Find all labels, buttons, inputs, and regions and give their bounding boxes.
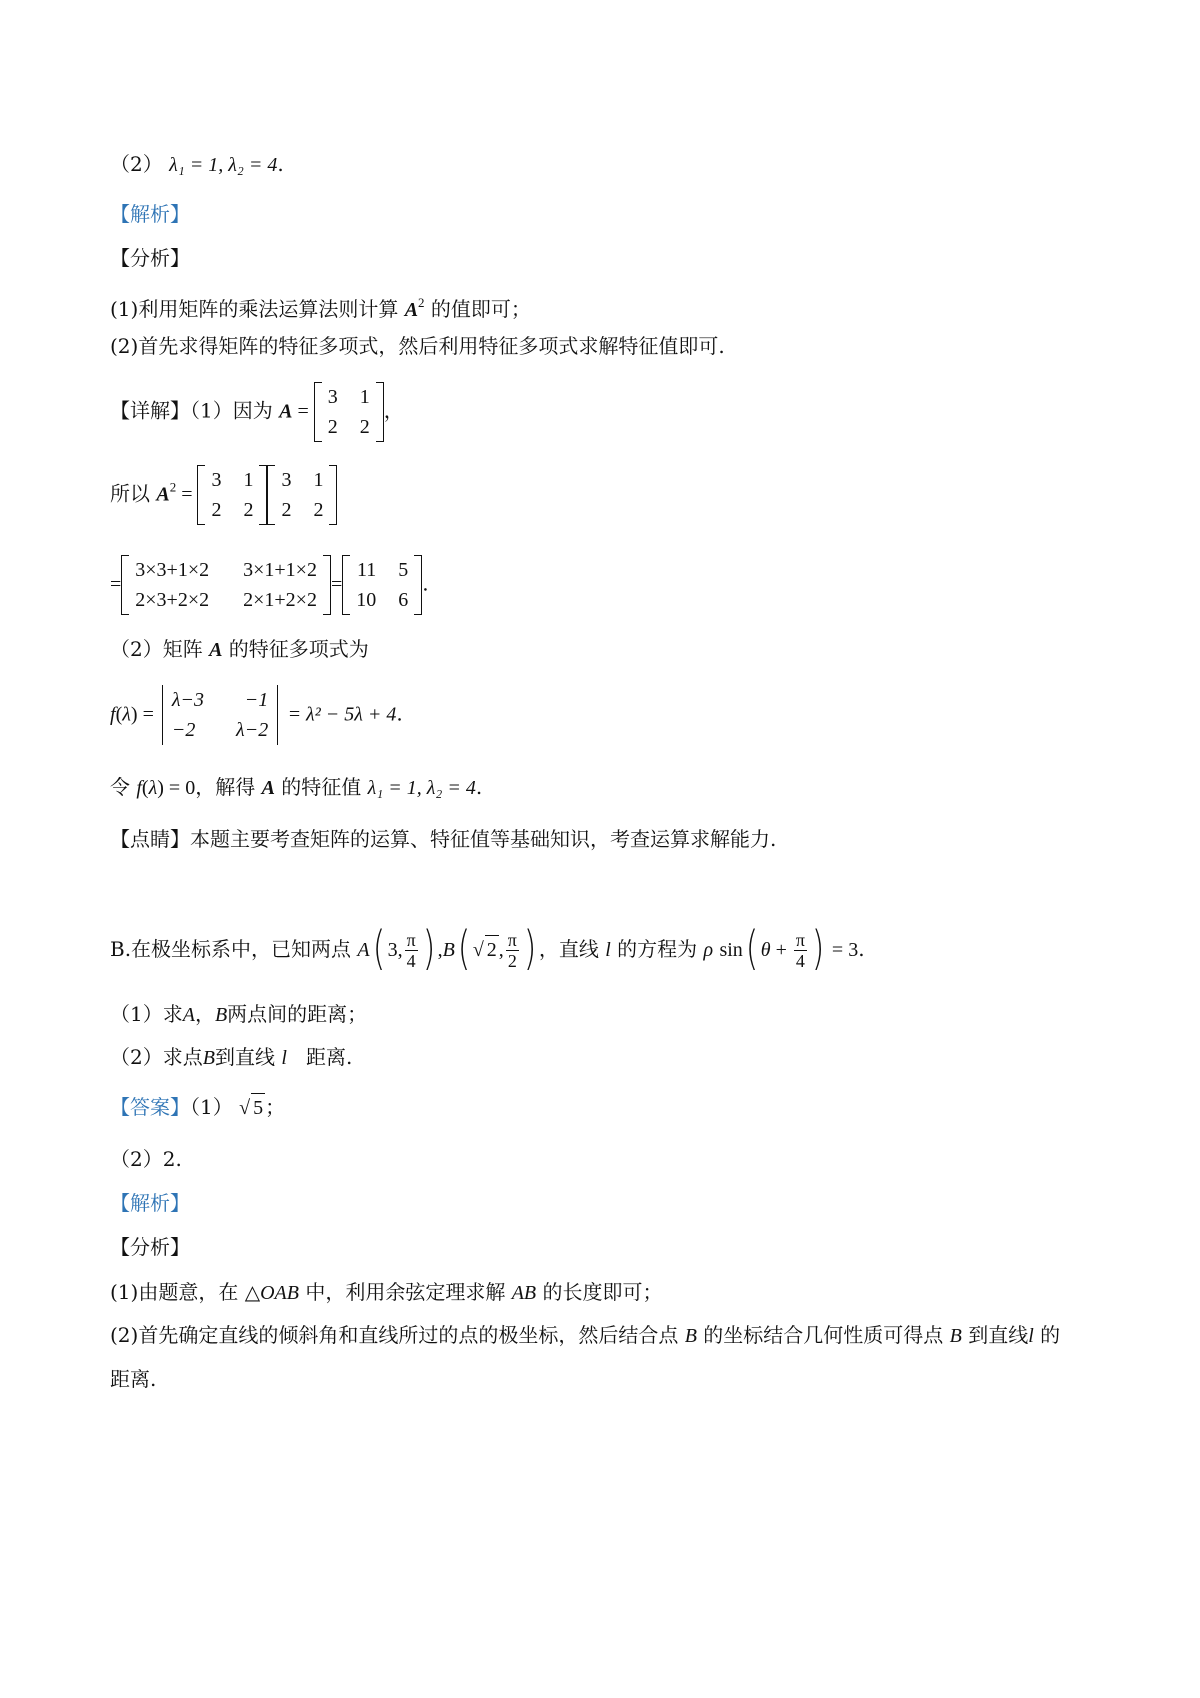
line-var: l — [605, 939, 611, 961]
text: （1） — [190, 1095, 233, 1119]
matrix-var: A — [156, 483, 170, 506]
text: 所以 — [110, 481, 150, 506]
text: （2）矩阵 — [110, 637, 203, 661]
text: 的坐标结合几何性质可得点 — [703, 1323, 944, 1347]
A-r: 3 — [387, 939, 398, 961]
analysis-2-p1 — [110, 1278, 662, 1307]
dianjing-1 — [110, 825, 776, 853]
matrix-A — [314, 382, 384, 442]
den: 2 — [507, 951, 517, 971]
text: （2）求点 — [110, 1045, 203, 1069]
matrix-A-right — [267, 465, 337, 525]
detail-product-line: = 3×3+1×2 3×1+1×2 2×3+2×2 2×1+2×2 = 11 5 10 6 . — [110, 555, 429, 615]
text: （1）求 — [110, 1002, 183, 1026]
char-poly-rhs: = λ² − 5λ + 4 — [287, 703, 397, 726]
cell: 2 — [359, 416, 370, 438]
dianjing-tag: 【点睛】 — [110, 827, 190, 851]
cell: 10 — [356, 589, 377, 611]
cell: 11 — [356, 559, 377, 581]
answer-tag: 【答案】 — [110, 1095, 190, 1119]
detail-tag: 【详解】 — [110, 398, 190, 423]
eq-rhs: 3 — [848, 939, 859, 961]
jiexi-heading-2: 【解析】 — [110, 1191, 190, 1215]
cell: 3 — [211, 469, 222, 491]
point: B — [949, 1325, 962, 1347]
cell: −2 — [171, 719, 196, 741]
exponent: 2 — [169, 479, 177, 495]
cell: 5 — [398, 559, 409, 581]
text: 的值即可； — [430, 297, 531, 321]
text: 距离. — [305, 1045, 353, 1069]
cell: λ−2 — [236, 719, 269, 741]
matrix-A-left — [197, 465, 267, 525]
cell: 2 — [313, 499, 324, 521]
B-theta — [506, 930, 519, 971]
answer-label: （2） — [110, 152, 163, 176]
analysis-1-p1 — [110, 289, 531, 324]
problem-B-q1: （1）求A，B两点间的距离； — [110, 1002, 368, 1026]
text: 中，利用余弦定理求解 — [305, 1280, 506, 1304]
cell: 2 — [243, 499, 254, 521]
problem-B-statement: B.在极坐标系中，已知两点 A( 3, $\frac{\pi}{4}$ ) ,B( √ 2 , $\frac{\pi}{2}$ ) ，直线 l 的方程为 ρ sin( θ + $\frac{\pi}{4}$ ) = 3. — [110, 920, 865, 975]
num: π — [507, 930, 517, 950]
matrix-var: A — [279, 400, 293, 423]
prev-answer-2: （2） λ₁ = 1, λ₂ = 4. — [110, 152, 284, 176]
cell: 1 — [313, 469, 324, 491]
A-theta — [405, 930, 418, 971]
cell: 2×1+2×2 — [243, 589, 317, 611]
matrix-var: A — [209, 639, 223, 661]
cell: −1 — [244, 689, 269, 711]
detail-part2-intro — [110, 635, 369, 664]
text: 的长度即可； — [542, 1280, 663, 1304]
analysis-2-p2 — [110, 1321, 1060, 1350]
eigenvalues: λ₁ = 1, λ₂ = 4 — [367, 777, 476, 799]
text: 到直线 — [968, 1323, 1029, 1347]
fenxi-heading-1: 【分析】 — [110, 246, 190, 270]
cell: 6 — [398, 589, 409, 611]
text: (2)首先确定直线的倾斜角和直线所过的点的极坐标，然后结合点 — [110, 1323, 679, 1347]
detail-1-line: 【详解】（1）因为 A = 3 1 2 2 ， — [110, 382, 404, 442]
char-determinant — [159, 685, 281, 745]
triangle: △OAB — [244, 1282, 299, 1304]
cell: 2×3+2×2 — [135, 589, 210, 611]
text: ，直线 — [538, 937, 599, 961]
cell: 3 — [281, 469, 292, 491]
cell: 3×3+1×2 — [135, 559, 210, 581]
point: B — [684, 1325, 697, 1347]
analysis-1-p2: (2)首先求得矩阵的特征多项式，然后利用特征多项式求解特征值即可. — [110, 334, 725, 358]
line-var: l — [1028, 1325, 1034, 1347]
num: π — [406, 930, 416, 950]
matrix-expanded — [121, 555, 331, 615]
fenxi-heading-2: 【分析】 — [110, 1235, 190, 1259]
text: 到直线 — [214, 1045, 275, 1069]
cell: λ−3 — [171, 689, 205, 711]
text: 的 — [1040, 1323, 1061, 1347]
text: 令 — [110, 775, 130, 799]
cell: 1 — [359, 386, 370, 408]
den: 4 — [795, 951, 805, 971]
matrix-var: A — [404, 299, 419, 321]
answer-B-1: 【答案】（1） √ 5 ； — [110, 1093, 285, 1122]
text: 的特征多项式为 — [228, 637, 369, 661]
num: π — [795, 930, 805, 950]
text: 的方程为 — [617, 937, 698, 961]
sqrt-value: 5 — [251, 1093, 265, 1122]
text: 本题主要考查矩阵的运算、特征值等基础知识，考查运算求解能力. — [190, 827, 777, 851]
segment: AB — [511, 1282, 537, 1304]
answer-B-2: （2）2. — [110, 1147, 182, 1171]
analysis-2-p2-cont: 距离. — [110, 1367, 157, 1391]
jiexi-heading-1: 【解析】 — [110, 202, 190, 226]
line-var: l — [281, 1047, 287, 1069]
detail-square-line: 所以 $A^2$ = 3 1 2 2 3 1 2 2 — [110, 465, 337, 525]
text: ，解得 — [195, 775, 256, 799]
eigenvalue-result: λ₁ = 1, λ₂ = 4 — [169, 154, 278, 176]
text: 的特征值 — [281, 775, 362, 799]
text: (1)利用矩阵的乘法运算法则计算 — [110, 297, 399, 321]
cell: 2 — [211, 499, 222, 521]
solve-line: 令 f(λ) = 0，解得 A 的特征值 λ₁ = 1, λ₂ = 4. — [110, 775, 483, 799]
eq-frac — [794, 930, 807, 971]
text: 两点间的距离； — [227, 1002, 368, 1026]
cell: 2 — [327, 416, 338, 438]
text: (1)由题意，在 — [110, 1280, 239, 1304]
cell: 3 — [327, 386, 338, 408]
char-poly-line: f(λ) = λ−3 −1 −2 λ−2 = λ² − 5λ + 4. — [110, 685, 403, 745]
cell: 3×1+1×2 — [243, 559, 317, 581]
B-r: 2 — [485, 935, 499, 964]
matrix-result — [342, 555, 422, 615]
problem-B-q2: （2）求点B到直线 l 距离. — [110, 1045, 353, 1069]
cell: 1 — [243, 469, 254, 491]
den: 4 — [406, 951, 416, 971]
cell: 2 — [281, 499, 292, 521]
exponent: 2 — [418, 295, 425, 310]
text: B.在极坐标系中，已知两点 — [110, 937, 352, 961]
text: （1）因为 — [190, 398, 273, 423]
